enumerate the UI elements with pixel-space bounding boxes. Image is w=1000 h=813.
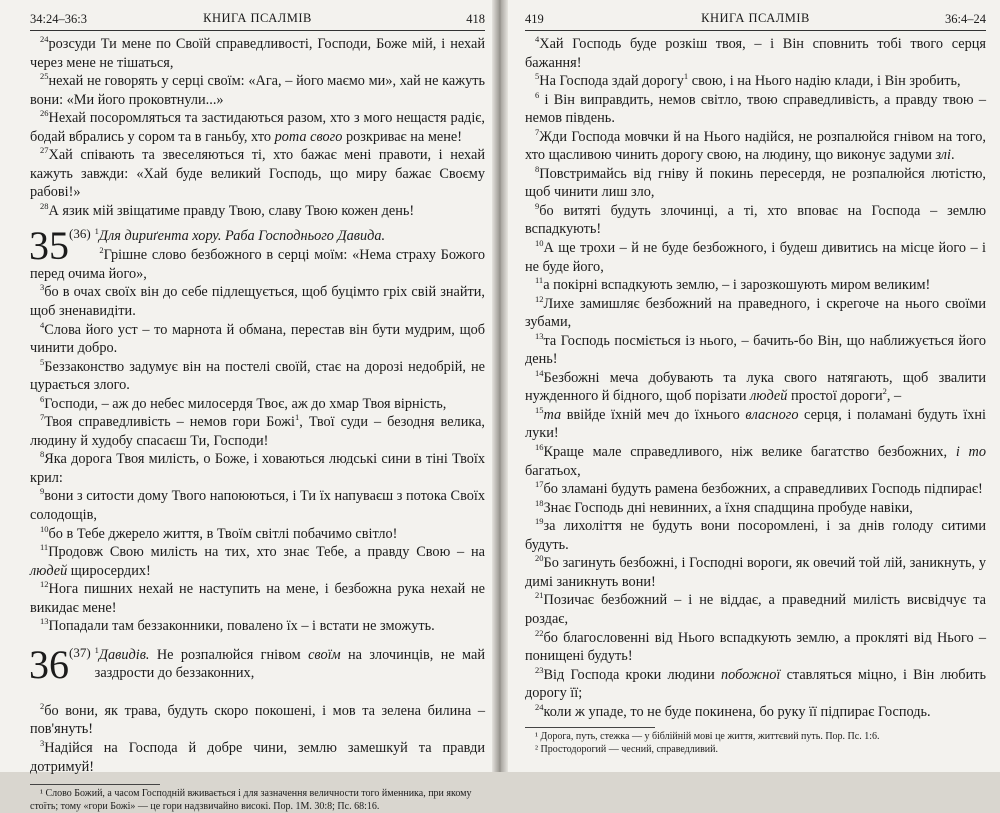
verse: $^4$Слова його уст – то марнота й обмана, перестав він бути мудрим, щоб чинити добро. — [30, 319, 485, 357]
verse: $^{10}$бо в Тебе джерело життя, в Твоїм світлі побачимо світло! — [40, 523, 398, 542]
verse: $^2$бо вони, як трава, будуть скоро покошені, і мов та зелена билина – пов'януть! — [30, 701, 485, 738]
verse: $^{21}$Позичає безбожний – і не віддає, а праведний милість висвідчує та роздає, — [525, 590, 986, 627]
verse: $^{13}$Попадали там беззаконники, повалено їх – і встати не зможуть. — [40, 616, 435, 635]
verse: $^{26}$Нехай посоромляться та застидаються разом, хто з мого нещастя радіє, бодай вбрались у сором та в ганьбу, хто рота свого розкриває на мене! — [30, 108, 485, 145]
verse: $^5$Беззаконство задумує він на постелі своїй, стає на дорозі недобрій, не цурається злого. — [30, 356, 485, 394]
book-gutter — [492, 0, 508, 772]
verse: $^8$Повстримайсь від гніву й покинь пересердя, не розпалюйся лютістю, щоб чинити лиш зло, — [525, 164, 986, 201]
verse: $^6$ і Він виправдить, немов світло, твою справедливість, а правду твою – немов південь. — [525, 89, 986, 127]
left-page — [0, 0, 497, 812]
verse: $^{23}$Від Господа кроки людини побожної ставляться міцно, і Він любить дорогу її; — [525, 664, 986, 702]
verse: $^{22}$бо благословенні від Нього вспадкують землю, а прокляті від Нього – понищені будуть! — [525, 627, 986, 665]
verse: $^{12}$Лихе замишляє безбожний на праведного, і скрегоче на нього своїми зубами, — [525, 293, 986, 331]
page-number: 418 — [466, 12, 485, 26]
book-title: КНИГА ПСАЛМІВ — [701, 11, 810, 25]
verse: $^{28}$А язик мій звіщатиме правду Твою, славу Твою кожен день! — [40, 201, 415, 219]
page-header — [30, 6, 485, 31]
book-title: КНИГА ПСАЛМІВ — [203, 11, 312, 25]
verse: $^{19}$за лихоліття не будуть вони посоромлені, і за днів голоду ситими будуть. — [525, 516, 986, 553]
page-text — [525, 35, 986, 756]
verse: $^4$Хай Господь буде розкіш твоя, – і Він сповнить тобі твого серця бажання! — [525, 34, 986, 71]
verse: $^3$бо в очах своїх він до себе підлещується, щоб буцімто гріх свій знайти, щоб зненавидіти. — [30, 282, 485, 320]
verse: $^9$вони з ситости дому Твого напоюються, і Ти їх напуваєш з потока Своїх солодощів, — [30, 486, 485, 524]
psalm-number: 35$^{(36)}$ — [29, 223, 91, 269]
footnote: ¹ Слово Божий, а часом Господній вживається і для зазначення величности того йменника, при якому стоїть; тому «гори Божі» — це гори надзвичайно високі. Пор. 1М. 30:8; Пс. 68:16. — [30, 788, 472, 812]
psalm-number: 36$^{(37)}$ — [29, 641, 91, 687]
verse: $^1$Для дириґента хору. Раба Господнього Давида. — [94, 226, 386, 245]
verse: $^{20}$Бо загинуть безбожні, і Господні вороги, як овечий той лій, заникнуть, у димі заникнуть вони! — [525, 553, 986, 590]
verse: $^6$Господи, – аж до небес милосердя Твоє, аж до хмар Твоя вірність, — [40, 393, 447, 412]
verse: $^2$Грішне слово безбожного в серці моїм: «Нема страху Божого перед очима його», — [30, 245, 485, 282]
footnote: ² Простодорогий — чесний, справедливий. — [535, 743, 719, 755]
verse: $^{11}$а покірні вспадкують землю, – і зарозкошують миром великим! — [535, 275, 931, 294]
page-header — [525, 6, 986, 31]
verse-range: 34:24–36:3 — [30, 12, 87, 26]
page-text — [30, 35, 485, 813]
verse: $^{25}$нехай не говорять у серці своїм: «Ага, – його маємо ми», хай не кажуть вони: «Ми його проковтнули...» — [30, 71, 485, 108]
verse: $^{11}$Продовж Свою милість на тих, хто знає Тебе, а правду Свою – на людей щиросердих! — [30, 542, 485, 579]
verse: $^{24}$розсуди Ти мене по Своїй справедливості, Господи, Боже мій, і нехай через мене не тішаться, — [30, 34, 485, 71]
verse: $^9$бо витяті будуть злочинці, а ті, хто вповає на Господа – землю вспадкують! — [525, 201, 986, 238]
verse: $^{14}$Безбожні меча добувають та лука свого натягають, щоб звалити нужденного й бідного, щоб порізати людей простої дороги$^2$, – — [525, 368, 986, 405]
verse: $^5$На Господа здай дорогу$^1$ свою, і на Нього надію клади, і Він зробить, — [535, 71, 961, 90]
verse: $^{18}$Знає Господь дні невинних, а їхня спадщина пробуде навіки, — [535, 497, 913, 516]
verse: $^{12}$Нога пишних нехай не наступить на мене, і безбожна рука нехай не викидає мене! — [30, 579, 485, 616]
verse: $^{16}$Краще мале справедливого, ніж велике багатство безбожних, і то багатьох, — [525, 442, 986, 479]
footnote-rule — [30, 784, 160, 785]
psalm-block — [29, 641, 485, 702]
verse: $^{13}$та Господь посміється із нього, – бачить-бо Він, що наближується його день! — [525, 330, 986, 368]
verse: $^1$Давидів. Не розпалюйся гнівом своїм на злочинців, не май заздрости до беззаконних, — [94, 645, 485, 682]
psalm-block — [29, 223, 485, 283]
verse-range: 36:4–24 — [945, 12, 986, 26]
page-number: 419 — [525, 12, 544, 26]
verse: $^{15}$та ввійде їхній меч до їхнього власного серця, і поламані будуть їхні луки! — [525, 405, 986, 442]
verse: $^7$Жди Господа мовчки й на Нього надійся, не розпалюйся гнівом на того, хто щасливою чинить дорогу свою, на людину, що виконує задуми злі. — [525, 126, 986, 164]
verse: $^{27}$Хай співають та звеселяються ті, хто бажає мені правоти, і нехай кажуть завжди: «Хай буде великий Господь, що миру бажає Своєму рабові!» — [30, 145, 485, 201]
footnote: ¹ Дорога, путь, стежка — у біблійній мові це життя, життєвий путь. Пор. Пс. 1:6. — [535, 731, 880, 743]
verse: $^8$Яка дорога Твоя милість, о Боже, і ховаються людські сини в тіні Твоїх крил: — [30, 449, 485, 486]
verse: $^{10}$А ще трохи – й не буде безбожного, і будеш дивитись на місце його – і не буде його, — [525, 238, 986, 275]
verse: $^7$Твоя справедливість – немов гори Божі$^1$, Твої суди – безодня велика, людину й худобу спасаєш Ти, Господи! — [30, 412, 485, 449]
verse: $^{24}$коли ж упаде, то не буде покинена, бо руку її підпирає Господь. — [535, 701, 931, 720]
footnote-rule — [525, 727, 655, 728]
right-page — [503, 0, 1000, 772]
verse: $^{17}$бо зламані будуть рамена безбожних, а справедливих Господь підпирає! — [535, 479, 983, 498]
verse: $^3$Надійся на Господа й добре чини, землю замешкуй та правди дотримуй! — [30, 738, 485, 775]
